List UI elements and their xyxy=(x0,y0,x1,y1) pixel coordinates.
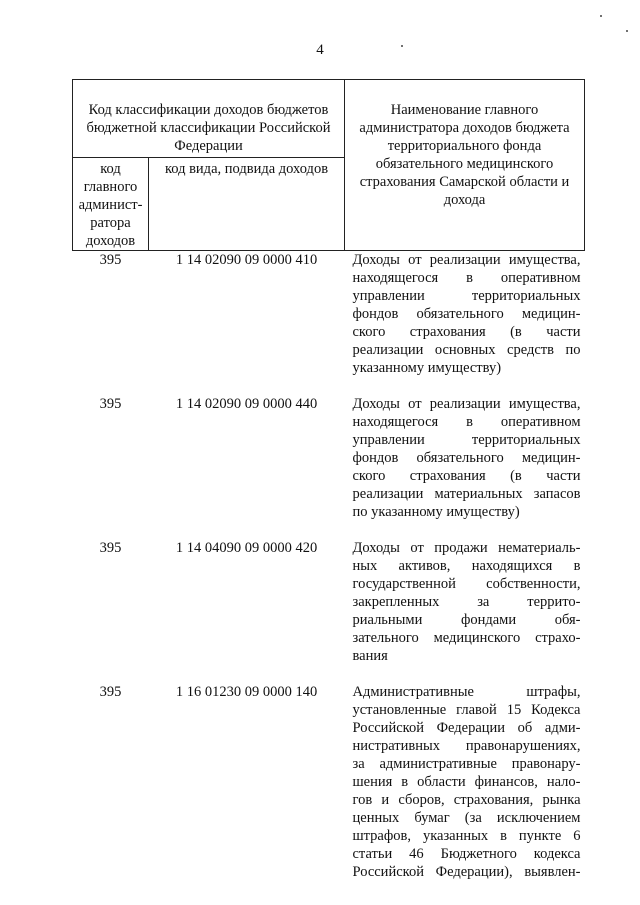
revenue-name-line: гов и сборов, страхования, рынка xyxy=(352,792,581,808)
table-row xyxy=(73,251,585,396)
revenue-code-cell: 1 14 04090 09 0000 420 xyxy=(175,540,318,556)
revenue-classification-table xyxy=(72,79,585,899)
revenue-name-line: управлении территориальных xyxy=(352,288,581,304)
table-body xyxy=(73,251,585,900)
revenue-name-line: Административные штрафы, xyxy=(352,684,581,700)
revenue-name-line: установленные главой 15 Кодекса xyxy=(352,702,581,718)
revenue-code-cell: 1 14 02090 09 0000 440 xyxy=(175,396,318,412)
revenue-name-cell xyxy=(345,251,585,396)
revenue-name-line: риальными фондами обя- xyxy=(352,612,581,628)
revenue-name-line: Доходы от реализации имущества, xyxy=(352,396,581,412)
scan-speck xyxy=(626,30,628,32)
admin-code-cell: 395 xyxy=(99,396,122,412)
revenue-name-cell xyxy=(345,683,585,899)
header-admin-code: код главного админист-ратора доходов xyxy=(73,158,149,251)
scan-speck xyxy=(401,45,403,47)
revenue-name-line: реализации материальных запасов xyxy=(352,486,581,502)
revenue-name-line: находящегося в оперативном xyxy=(352,270,581,286)
revenue-name-line: штрафов, указанных в пункте 6 xyxy=(352,828,581,844)
revenue-name-line: ского страхования (в части xyxy=(352,324,581,340)
revenue-name-line: Российской Федерации об адми- xyxy=(352,720,581,736)
revenue-code-cell: 1 16 01230 09 0000 140 xyxy=(175,684,318,700)
page-number: 4 xyxy=(316,42,324,58)
revenue-name-line: управлении территориальных xyxy=(352,432,581,448)
admin-code-cell: 395 xyxy=(99,540,122,556)
table-row xyxy=(73,539,585,683)
revenue-name-line: Доходы от продажи нематериаль- xyxy=(352,540,581,556)
revenue-name-line: ского страхования (в части xyxy=(352,468,581,484)
table-header xyxy=(73,80,585,251)
revenue-name-cell xyxy=(345,395,585,539)
admin-code-cell: 395 xyxy=(99,252,122,268)
revenue-name-line: закрепленных за террито- xyxy=(352,594,581,610)
table-row xyxy=(73,395,585,539)
revenue-name-line: находящегося в оперативном xyxy=(352,414,581,430)
admin-code-cell: 395 xyxy=(99,684,122,700)
revenue-name-line: указанному имуществу) xyxy=(352,360,502,376)
revenue-name-line: фондов обязательного медицин- xyxy=(352,306,581,322)
revenue-name-line: ценных бумаг (за исключением xyxy=(352,810,581,826)
revenue-name-line: статьи 46 Бюджетного кодекса xyxy=(352,846,581,862)
revenue-name-line: фондов обязательного медицин- xyxy=(352,450,581,466)
revenue-name-line: вания xyxy=(352,648,388,664)
revenue-name-line: Российской Федерации), выявлен- xyxy=(352,864,581,880)
revenue-name-cell xyxy=(345,539,585,683)
revenue-name-line: Доходы от реализации имущества, xyxy=(352,252,581,268)
revenue-code-cell: 1 14 02090 09 0000 410 xyxy=(175,252,318,268)
table-row xyxy=(73,683,585,899)
header-classification-code-group: Код классификации доходов бюджетов бюджетной классификации Российской Федерации xyxy=(73,80,345,158)
header-administrator-name: Наименование главного администратора доходов бюджета территориального фонда обязательного медицинского страхования Самарской области и дохода xyxy=(345,80,585,251)
scan-speck xyxy=(600,15,602,17)
revenue-name-line: за административные правонару- xyxy=(352,756,581,772)
revenue-name-line: зательного медицинского страхо- xyxy=(352,630,581,646)
revenue-name-line: реализации основных средств по xyxy=(352,342,581,358)
revenue-name-line: по указанному имуществу) xyxy=(352,504,520,520)
revenue-name-line: ных активов, находящихся в xyxy=(352,558,581,574)
header-revenue-type-code: код вида, подвида доходов xyxy=(149,158,345,251)
revenue-name-line: государственной собственности, xyxy=(352,576,581,592)
revenue-name-line: нистративных правонарушениях, xyxy=(352,738,581,754)
revenue-name-line: шения в области финансов, нало- xyxy=(352,774,581,790)
